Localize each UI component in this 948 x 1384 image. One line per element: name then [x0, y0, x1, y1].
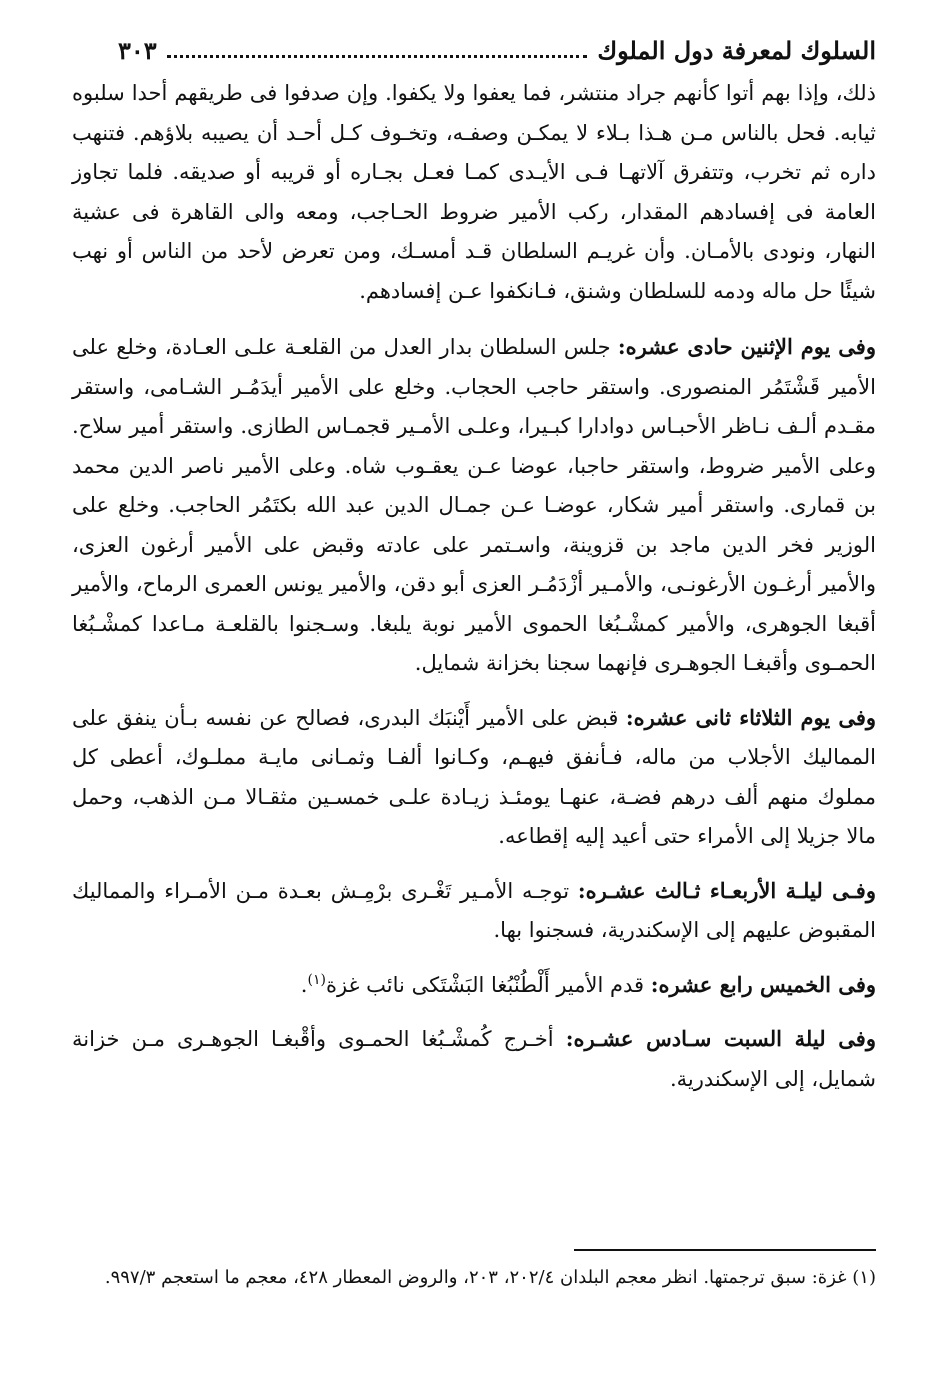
page-header [118, 28, 876, 72]
page-number: ٣٠٣ [118, 35, 157, 65]
footnote-text: (١) غزة: سبق ترجمتها. انظر معجم البلدان ٢٠٢/٤، ٢٠٣، والروض المعطار ٤٢٨، معجم ما استعجم ٩٩٧/٣. [104, 1267, 876, 1288]
paragraph-3-text: قبض على الأمير أَيْنبَك البدرى، فصالح عن نفسه بـأن ينفق على المماليك الأجلاب من ماله، فـأنفق فيهـم، وكـانوا ألفـا وثمـانى مايـة مملـوك، أعطى كل مملوك منهم ألف درهم فضـة، عنهـا يومئـذ زيـادة علـى خمسـين مثقـالا مـن الذهب، وحمل مالا جزيلا إلى الأمراء حتى أعيد إليه إقطاعه. [72, 705, 876, 848]
paragraph-6-text: أخـرج كُمشْـبُغا الحمـوى وأقْبغـا الجوهـرى مـن خزانة شمايل، إلى الإسكندرية. [72, 1027, 876, 1091]
paragraph-2-lead: وفى يوم الإثنين حادى عشره: [617, 334, 876, 359]
paragraph-4-text: توجـه الأمـير تَغْـرى برْمِـش بعـدة مـن الأمـراء والمماليك المقبوض عليهم إلى الإسكندرية، فسجنوا بها. [72, 878, 876, 942]
footnote-ref[interactable]: (١) [307, 971, 326, 988]
paragraph-5-tail: . [300, 972, 308, 997]
paragraph-1-text: ذلك، وإذا بهم أتوا كأنهم جراد منتشر، فما يعفوا ولا يكفوا. وإن صدفوا فى طريقهم أحدا سلبوه ثيابه. فحل بالناس مـن هـذا بـلاء لا يمكـن وصفـه، وتخـوف كـل أحـد أن يصيبه بلاؤهم. فتنهب داره ثم تخرب، وتتفرق آلاتهـا فـى الأيـدى كمـا فعـل بجـاره أو قريبه أو صديقه. فلما تجاوز العامة فى إفسادهم المقدار، ركب الأمير ضروط الحـاجب، ومعه والى القاهرة فى عشية النهار، ونودى بالأمـان. وأن غريـم السلطان قـد أمسـك، ومن تعرض لأحد من الناس أو نهب شيئًا حل ماله ودمه للسلطان وشنق، فـانكفوا عـن إفسادهم. [72, 81, 876, 303]
running-title: السلوك لمعرفة دول الملوك [597, 35, 876, 65]
paragraph-6 [72, 1019, 876, 1099]
paragraph-4 [72, 871, 876, 951]
paragraph-1 [72, 74, 876, 311]
paragraph-6-lead: وفى ليلة السبت سـادس عشـره: [565, 1026, 876, 1051]
footnote [72, 1262, 876, 1294]
paragraph-5-text: قدم الأمير أَلْطُنْبُغا البَشْتَكى نائب غزة [325, 972, 651, 997]
paragraph-2-text: جلس السلطان بدار العدل من القلعـة علـى العـادة، وخلع على الأمير قَشْتَمُر المنصورى. واستقر حاجب الحجاب. وخلع على الأمير أيدَمُـر الشـامى، واستقر مقـدم ألـف نـاظر الأحبـاس دوادارا كبـيرا، وعلـى الأمـير قجمـاس الطازى. واستقر أمير سلاح. وعلى الأمير ضروط، واستقر حاجبا، عوضا عـن يعقـوب شاه. وعلى الأمير ناصر الدين محمد بن قمارى. واستقر أمير شكار، عوضـا عـن جمـال الدين عبد الله بكتَمُر الحاجب. وخلع على الوزير فخر الدين ماجد بن قزوينة، واسـتمر على عادته وقبض على الأمير أرغون العزى، والأمير أرغـون الأرغونـى، والأمـير أزْدَمُـر العزى أبو دقن، والأمير يونس العمرى الرماح، والأمير أقبغا الجوهرى، والأمير كمشْـبُغا الحموى الأمير نوبة يلبغا. وسـجنوا بالقلعـة مـاعدا كمشْـبُغا الحمـوى وأقبغـا الجوهـرى فإنهما سجنا بخزانة شمايل. [72, 335, 876, 675]
paragraph-2 [72, 327, 876, 684]
paragraph-4-lead: وفـى ليلـة الأربعـاء ثـالث عشـره: [577, 877, 876, 903]
main-text [72, 74, 876, 1113]
footnote-divider [574, 1249, 876, 1251]
paragraph-3-lead: وفى يوم الثلاثاء ثانى عشره: [625, 704, 876, 730]
paragraph-5-lead: وفى الخميس رابع عشره: [650, 971, 876, 997]
paragraph-5 [72, 965, 876, 1006]
leader-dots [167, 55, 588, 58]
paragraph-3 [72, 698, 876, 857]
